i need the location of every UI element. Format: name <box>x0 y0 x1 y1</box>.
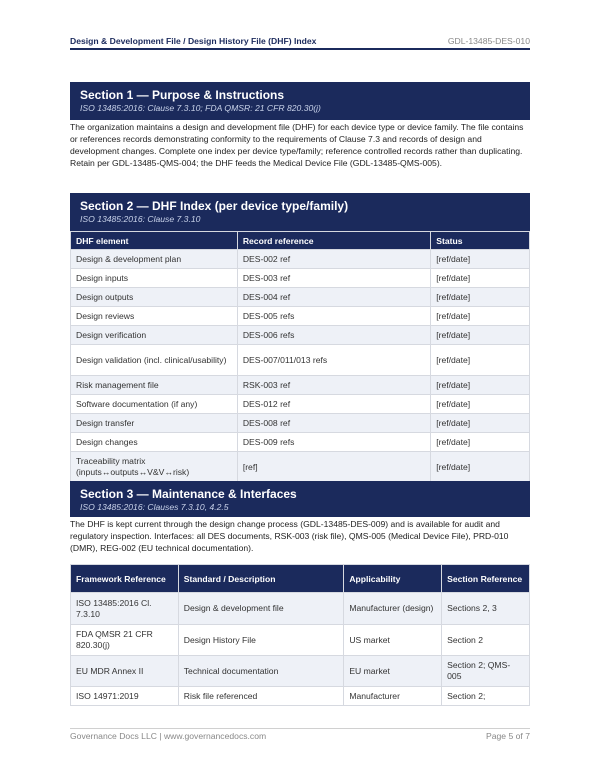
section-2-banner <box>70 193 530 231</box>
table-row <box>71 269 530 288</box>
table-cell: Sections 2, 3 <box>442 593 530 625</box>
table-cell: DES-004 ref <box>237 288 430 307</box>
section-3-subtitle: ISO 13485:2016: Clauses 7.3.10, 4.2.5 <box>80 502 229 512</box>
table-cell: Risk management file <box>71 376 238 395</box>
table-cell: [ref/date] <box>431 307 530 326</box>
page-of: of <box>515 731 523 741</box>
dhf-index-table <box>70 231 530 483</box>
framework-reference-table <box>70 564 530 706</box>
column-header: Record reference <box>237 232 430 250</box>
table-cell: [ref/date] <box>431 250 530 269</box>
section-3-body: The DHF is kept current through the design change process (GDL-13485-DES-009) and is available for audit and regulatory inspection. Interfaces: all DES documents, RSK-003 (risk file), QMS-005 (Medical Device File), PRD-010 (DMR), REG-002 (EU technical documentation). <box>70 519 509 553</box>
company-info: Governance Docs LLC | www.governancedocs.com <box>70 731 267 741</box>
table-row <box>71 288 530 307</box>
table-cell: FDA QMSR 21 CFR 820.30(j) <box>71 625 179 656</box>
table-row <box>71 250 530 269</box>
table-row <box>71 433 530 452</box>
header-divider <box>70 48 530 50</box>
table-cell: EU MDR Annex II <box>71 656 179 687</box>
section-1-subtitle: ISO 13485:2016: Clause 7.3.10; FDA QMSR: 21 CFR 820.30(j) <box>80 103 321 113</box>
table-cell: Section 2 <box>442 625 530 656</box>
table-cell: RSK-003 ref <box>237 376 430 395</box>
table-cell: DES-005 refs <box>237 307 430 326</box>
table-cell: DES-002 ref <box>237 250 430 269</box>
section-1-body: The organization maintains a design and development file (DHF) for each device type or device family. The file contains or references records demonstrating conformity to the requirements of Clause 7.3 and records of design and development changes. Complete one index per device type/family; reference controlled records rather than duplicating. Retain per GDL-13485-QMS-004; the DHF feeds the Medical Device File (GDL-13485-QMS-005). <box>70 122 524 168</box>
table-cell: US market <box>344 625 442 656</box>
table-cell: Manufacturer <box>344 687 442 706</box>
table-cell: Design & development file <box>178 593 344 625</box>
table-cell: Software documentation (if any) <box>71 395 238 414</box>
table-cell: EU market <box>344 656 442 687</box>
section-1-banner <box>70 82 530 120</box>
page-header <box>70 34 530 48</box>
document-code: GDL-13485-DES-010 <box>447 36 530 46</box>
table-cell: ISO 13485:2016 Cl. 7.3.10 <box>71 593 179 625</box>
table-cell: [ref/date] <box>431 269 530 288</box>
table-cell: Design inputs <box>71 269 238 288</box>
column-header: Applicability <box>344 565 442 593</box>
table-cell: [ref/date] <box>431 345 530 376</box>
table-cell: Design reviews <box>71 307 238 326</box>
page-current: 5 <box>508 731 514 741</box>
table-cell: Design changes <box>71 433 238 452</box>
table-row <box>71 395 530 414</box>
table-row <box>71 376 530 395</box>
table-cell: DES-003 ref <box>237 269 430 288</box>
table-cell: [ref] <box>237 452 430 483</box>
table-cell: Design & development plan <box>71 250 238 269</box>
section-1-title: Section 1 — Purpose & Instructions <box>80 88 285 102</box>
table-cell: Design transfer <box>71 414 238 433</box>
footer-divider <box>70 728 530 729</box>
table-cell: DES-007/011/013 refs <box>237 345 430 376</box>
table-row <box>71 414 530 433</box>
table-row <box>71 593 530 625</box>
table-cell: DES-009 refs <box>237 433 430 452</box>
column-header: Section Reference <box>442 565 530 593</box>
table-row <box>71 307 530 326</box>
column-header: Status <box>431 232 530 250</box>
table-row <box>71 656 530 687</box>
table-cell: Design validation (incl. clinical/usability) <box>71 345 238 376</box>
table-cell: [ref/date] <box>431 326 530 345</box>
table-cell: Section 2; <box>442 687 530 706</box>
page-footer <box>70 731 530 743</box>
table-cell: Technical documentation <box>178 656 344 687</box>
page-label: Page <box>486 731 507 741</box>
column-header: DHF element <box>71 232 238 250</box>
column-header: Standard / Description <box>178 565 344 593</box>
table-cell: Design verification <box>71 326 238 345</box>
table-row <box>71 345 530 376</box>
table-cell: ISO 14971:2019 <box>71 687 179 706</box>
table-cell: Design History File <box>178 625 344 656</box>
table-cell: Traceability matrix (inputs↔outputs↔V&V↔risk) <box>71 452 238 483</box>
table-cell: [ref/date] <box>431 376 530 395</box>
table-cell: DES-006 refs <box>237 326 430 345</box>
table-cell: [ref/date] <box>431 433 530 452</box>
page-total: 7 <box>525 731 530 741</box>
table-cell: [ref/date] <box>431 414 530 433</box>
table-cell: Manufacturer (design) <box>344 593 442 625</box>
table-cell: Risk file referenced <box>178 687 344 706</box>
section-2-subtitle: ISO 13485:2016: Clause 7.3.10 <box>80 214 201 224</box>
table-cell: [ref/date] <box>431 395 530 414</box>
table-row <box>71 452 530 483</box>
table-cell: [ref/date] <box>431 288 530 307</box>
page-number <box>486 731 530 743</box>
table-cell: DES-008 ref <box>237 414 430 433</box>
column-header: Framework Reference <box>71 565 179 593</box>
section-3-title: Section 3 — Maintenance & Interfaces <box>80 487 297 501</box>
section-3-banner <box>70 481 530 517</box>
table-cell: Design outputs <box>71 288 238 307</box>
table-cell: Section 2; QMS-005 <box>442 656 530 687</box>
table-cell: [ref/date] <box>431 452 530 483</box>
document-title: Design & Development File / Design History File (DHF) Index <box>70 36 317 46</box>
section-2-title: Section 2 — DHF Index (per device type/family) <box>80 199 349 213</box>
table-row <box>71 625 530 656</box>
table-row <box>71 326 530 345</box>
table-cell: DES-012 ref <box>237 395 430 414</box>
table-row <box>71 687 530 706</box>
